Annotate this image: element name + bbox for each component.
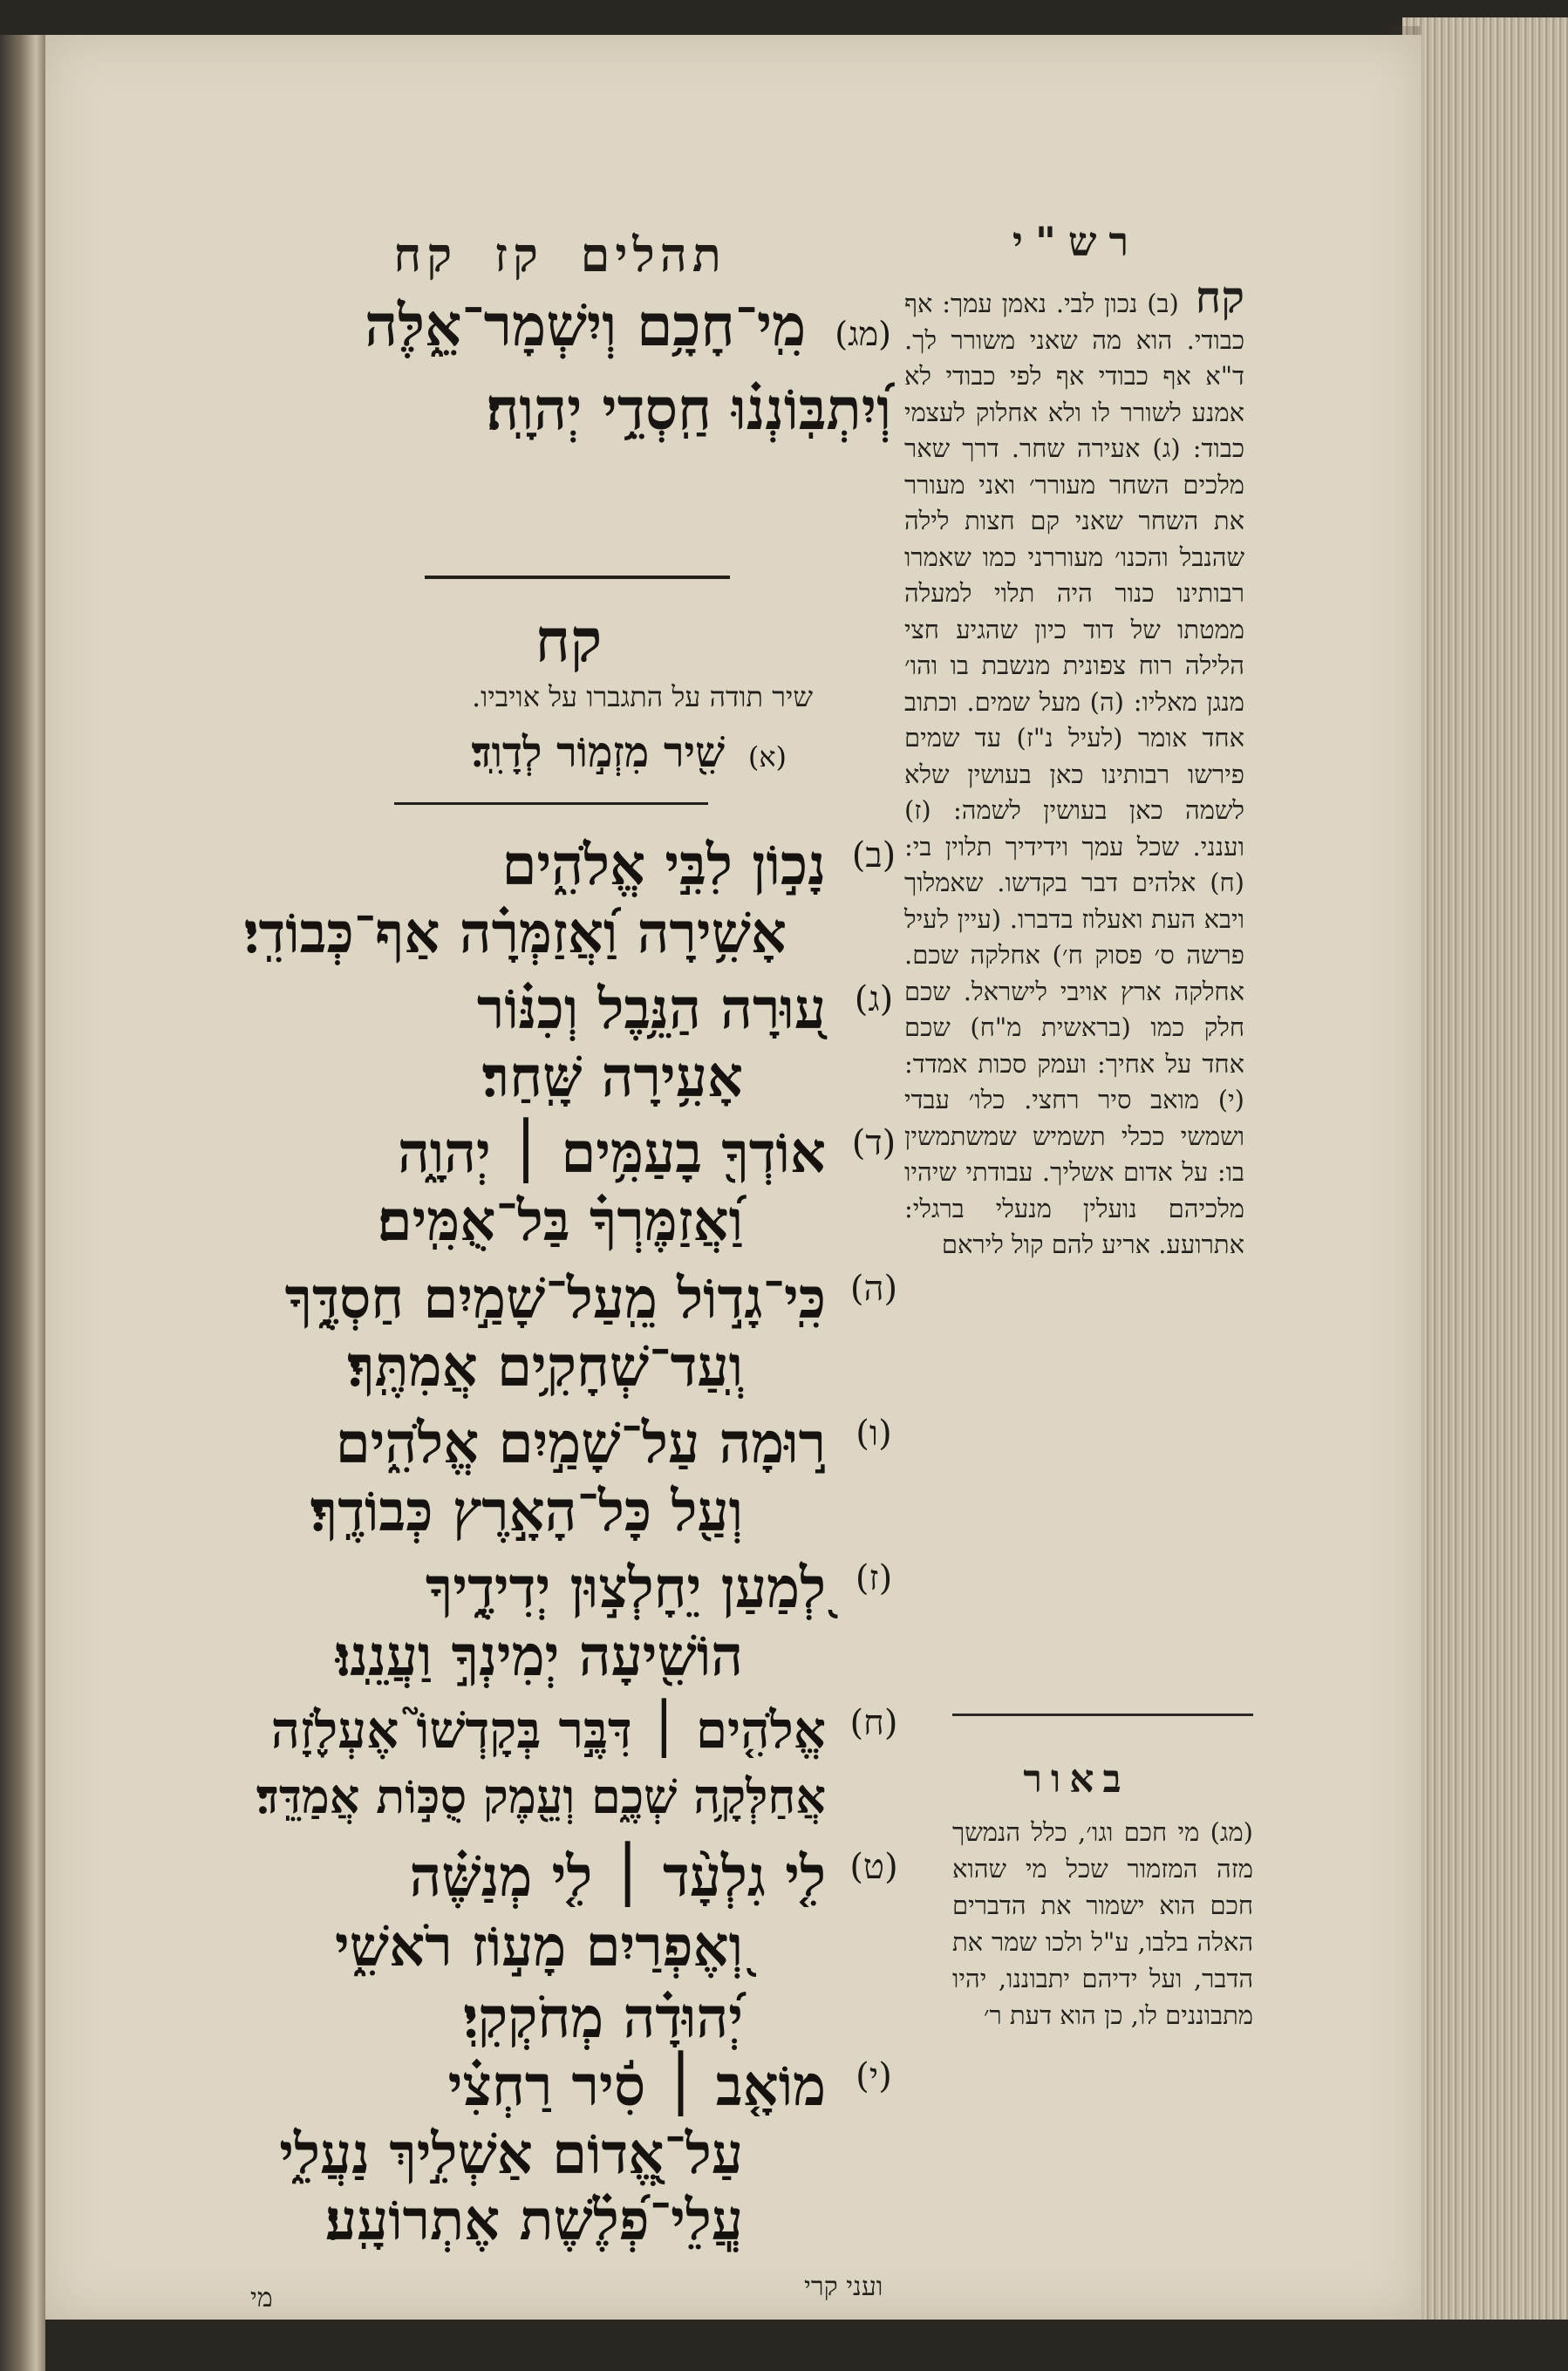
verse-line-b: וְ֭אֶפְרַיִם מָע֣וֹז רֹאשִׁ֑י bbox=[335, 1914, 743, 1979]
verse-number: (י) bbox=[856, 2056, 892, 2096]
verse-line-a: נָכ֣וֹן לִבִּ֣י אֱלֹהִ֑ים bbox=[501, 833, 826, 898]
catchword: ועני קרי bbox=[804, 2272, 883, 2302]
verse-line-b: וַ֝אֲזַמֶּרְךָ֗ בַּל־אֻמִּֽים׃ bbox=[377, 1189, 743, 1254]
verse-number: (ז) bbox=[855, 1558, 893, 1598]
verse-2 bbox=[124, 833, 909, 981]
verse-line-b: אָעִ֥ירָה שָּֽׁחַר׃ bbox=[481, 1045, 743, 1110]
psalm-summary: שיר תודה על התגברו על אויביו. bbox=[471, 680, 813, 713]
verse-7 bbox=[124, 1556, 909, 1704]
verse-line: וְ֝יִתְבּֽוֹנְנ֗וּ חַֽסְדֵ֥י יְהוָֽה׃ bbox=[486, 375, 891, 443]
biur-commentary: (מג) מי חכם וגו׳, כלל הנמשך מזה המזמור שכל מי שהוא חכם הוא ישמור את הדברים האלה בלבו, ע"ל ולכו שמר את הדבר, ועל ידיהם יתבוננו, יהיו מתבוננים לו, כן הוא דעת ר׳ bbox=[952, 1817, 1253, 2030]
biur-header: באור bbox=[1023, 1757, 1130, 1802]
verse-3 bbox=[124, 977, 909, 1125]
verse-line bbox=[307, 288, 891, 371]
verse-line-c: עֲֽלֵי־פְ֝לֶ֗שֶׁת אֶתְרוֹעָֽע׃ bbox=[324, 2188, 743, 2253]
psalm-title bbox=[298, 728, 787, 777]
verse-line-a: לְ֭מַעַן יֵחָלְצ֣וּן יְדִידֶ֑יךָ bbox=[425, 1556, 826, 1621]
verse-line-b: וְֽעַד־שְׁחָקִ֥ים אֲמִתֶּֽךָ׃ bbox=[347, 1334, 743, 1400]
rashi-chapter-number: קח bbox=[1195, 271, 1245, 323]
verse-line-c: יְ֝הוּדָ֗ה מְחֹקְקִֽי׃ bbox=[463, 1986, 743, 2051]
verse-line-a: מוֹאָ֤ב ׀ סִ֬יר רַחְצִ֗י bbox=[447, 2054, 826, 2119]
rashi-column bbox=[904, 166, 1249, 1823]
verse-8 bbox=[124, 1700, 909, 1849]
book-spine-left bbox=[0, 35, 45, 2371]
verse-number: (ד) bbox=[851, 1123, 896, 1163]
verse-number: (ט) bbox=[849, 1847, 898, 1887]
verse-line-b: עַל־אֱ֭דוֹם אַשְׁלִ֣יךְ נַעֲלִ֑י bbox=[279, 2122, 743, 2187]
running-title: תהלים קז קח bbox=[393, 227, 726, 283]
signature-mark: מי bbox=[250, 2283, 273, 2313]
title-divider bbox=[394, 802, 708, 805]
verse-line-b: אָשִׁ֥ירָה וַ֝אֲזַמְּרָ֗ה אַף־כְּבוֹדִֽי׃ bbox=[243, 901, 787, 966]
verse-line-a: ר֣וּמָה עַל־שָׁמַ֣יִם אֱלֹהִ֑ים bbox=[335, 1411, 826, 1476]
verse-text: מִֽי־חָכָ֥ם וְיִשְׁמָר־אֵ֑לֶּה bbox=[365, 291, 807, 359]
rashi-commentary bbox=[904, 271, 1245, 1639]
verse-4 bbox=[124, 1121, 909, 1269]
psalm-title-text: שִׁ֖יר מִזְמ֣וֹר לְדָוִֽד׃ bbox=[471, 728, 726, 777]
verse-line-a: כִּֽי־גָד֣וֹל מֵֽעַל־שָׁמַ֣יִם חַסְדֶּ֑ךָ bbox=[284, 1266, 826, 1332]
verse-10 bbox=[124, 2054, 909, 2280]
verse-line-a: לִ֤י גִלְעָ֨ד ׀ לִ֤י מְנַשֶּׁ֗ה bbox=[409, 1844, 826, 1910]
verse-6 bbox=[124, 1411, 909, 1559]
verse-number: (ג) bbox=[854, 979, 894, 1019]
verse-number: (א) bbox=[747, 740, 787, 773]
verse-number: (ח) bbox=[849, 1703, 898, 1743]
verse-5 bbox=[124, 1266, 909, 1414]
rashi-text: (ב) נכון לבי. נאמן עמך: אף כבודי. הוא מה שאני משורר לך. ד"א אף כבודי אף לפי כבודי לא אמנע לשורר לו ולא אחלוק לעצמי כבוד: (ג) אעירה שחר. דרך שאר מלכים השחר מעורר׳ ואני מעורר את השחר שאני קם חצות לילה שהנבל והכנו׳ מעוררני כמו שאמרו רבותינו כנור היה תלוי למעלה ממטתו של דוד כיון שהגיע חצי הלילה רוח צפונית מנשבת בו והו׳ מנגן מאליו: (ה) מעל שמים. וכתוב אחד אומר (לעיל נ"ז) עד שמים פירשו רבותינו כאן בעושין שלא לשמה כאן בעושין לשמה: (ז) וענני. שכל עמך וידידיך תלוין בי: (ח) אלהים דבר בקדשו. שאמלוך ויבא העת ואעלוז בדברו. (עיין לעיל פרשה ס׳ פסוק ח׳) אחלקה שכם. אחלקה ארץ אויבי לישראל. שכם חלק כמו (בראשית מ"ח) שכם אחד על אחיך: ועמק סכות אמדד:(י) מואב סיר רחצי. כלו׳ עבדי ושמשי ככלי תשמיש שמשתמשין בו: על אדום אשליך. עבודתי שיהיו מלכיהם נועלין מנעלי ברגלי: אתרועע. אריע להם קול ליראם bbox=[904, 289, 1244, 1259]
rashi-header: רש"י bbox=[1012, 218, 1142, 265]
page-edges bbox=[1402, 17, 1568, 2320]
section-divider bbox=[425, 576, 730, 579]
psalm-number: קח bbox=[535, 606, 603, 676]
psalm-107-verse-43 bbox=[307, 288, 891, 446]
verse-line-a: אוֹדְךָ֖ בָעַמִּ֥ים ׀ יְהוָ֑ה bbox=[397, 1121, 826, 1186]
book-page bbox=[45, 35, 1421, 2320]
commentary-divider bbox=[952, 1714, 1253, 1716]
verse-number: (ב) bbox=[851, 835, 896, 875]
verse-line-a: אֱלֹהִ֤ים ׀ דִּבֶּ֣ר בְּקָדְשׁוֹ֮ אֶעְלֹ֪זָה bbox=[270, 1700, 826, 1760]
psalms-column bbox=[124, 166, 909, 2313]
verse-line-a: ע֭וּרָה הַנֵּ֥בֶל וְכִנּ֗וֹר bbox=[476, 977, 826, 1042]
verse-line-b: וְעַ֖ל כָּל־הָאָ֣רֶץ כְּבוֹדֶֽךָ׃ bbox=[310, 1479, 743, 1544]
verse-number: (ו) bbox=[856, 1414, 892, 1454]
verse-number: (מג) bbox=[835, 315, 891, 353]
verse-9 bbox=[124, 1844, 909, 2071]
verse-line-b: הוֹשִׁ֖יעָה יְמִינְךָ֣ וַעֲנֵֽנוּ׃ bbox=[335, 1624, 743, 1689]
verse-line-b: אֲחַלְּקָ֥ה שְׁכֶ֑ם וְעֵ֖מֶק סֻכּ֣וֹת אֲמַדֵּֽד׃ bbox=[256, 1768, 826, 1824]
verse-number: (ה) bbox=[849, 1269, 898, 1309]
